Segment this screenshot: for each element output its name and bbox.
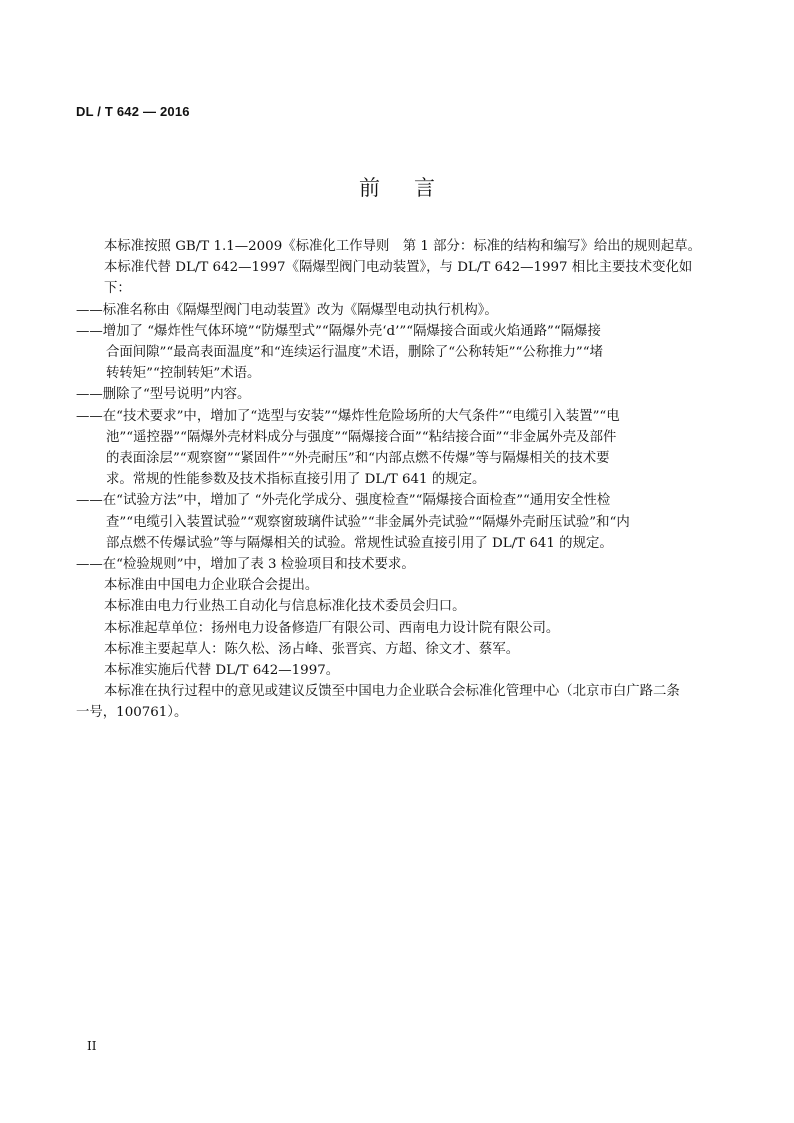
- list-item: [76, 300, 708, 321]
- list-item-text: 池”“遥控器”“隔爆外壳材料成分与强度”“隔爆接合面”“粘结接合面”“非金属外壳及部件: [106, 429, 617, 445]
- list-item: [76, 406, 708, 491]
- paragraph-feedback-line: 一号，100761）。: [76, 705, 188, 721]
- paragraph-drafters: 本标准主要起草人：陈久松、汤占峰、张晋宾、方超、徐文才、蔡军。: [104, 641, 520, 657]
- list-item: [76, 384, 708, 405]
- list-item-text: 部点燃不传爆试验”等与隔爆相关的试验。常规性试验直接引用了 DL/T 641 的规定。: [106, 535, 613, 551]
- list-item-text: 的表面涂层”“观察窗”“紧固件”“外壳耐压”和“内部点燃不传爆”等与隔爆相关的技术要: [106, 451, 610, 467]
- list-item: [76, 554, 708, 575]
- page-title: 前言: [359, 176, 469, 200]
- page-number: II: [87, 1039, 97, 1053]
- list-item-text: ——在“技术要求”中，增加了“选型与安装”“爆炸性危险场所的大气条件”“电缆引入装置”“电: [76, 408, 620, 424]
- foreword-body: [76, 236, 708, 724]
- list-item-text: 查”“电缆引入装置试验”“观察窗玻璃件试验”“非金属外壳试验”“隔爆外壳耐压试验”和“内: [106, 514, 630, 530]
- paragraph-committee: 本标准由电力行业热工自动化与信息标准化技术委员会归口。: [104, 599, 466, 615]
- list-item-text: ——标准名称由《隔爆型阀门电动装置》改为《隔爆型电动执行机构》。: [76, 302, 498, 318]
- list-item-text: 转转矩”“控制转矩”术语。: [106, 366, 261, 382]
- standard-code: DL / T 642 — 2016: [76, 104, 190, 119]
- list-item-text: ——在“试验方法”中，增加了 “外壳化学成分、强度检查”“隔爆接合面检查”“通用安全性检: [76, 493, 611, 509]
- list-item-text: ——增加了 “爆炸性气体环境”“防爆型式”“隔爆外壳‘d’”“隔爆接合面或火焰通路”“隔爆接: [76, 323, 601, 339]
- list-item-text: 合面间隙”“最高表面温度”和“连续运行温度”术语，删除了“公称转矩”“公称推力”“堵: [106, 345, 603, 361]
- paragraph-supersedes: 本标准实施后代替 DL/T 642—1997。: [104, 663, 340, 679]
- paragraph-drafting-rules: 本标准按照 GB/T 1.1—2009《标准化工作导则 第 1 部分：标准的结构和编写》给出的规则起草。: [104, 239, 701, 254]
- list-item: [76, 490, 708, 554]
- list-item-text: ——在“检验规则”中，增加了表 3 检验项目和技术要求。: [76, 557, 415, 573]
- paragraph-proposer: 本标准由中国电力企业联合会提出。: [104, 578, 319, 594]
- paragraph-replacement: 本标准代替 DL/T 642—1997《隔爆型阀门电动装置》，与 DL/T 642—1997 相比主要技术变化如下：: [104, 260, 693, 297]
- list-item-text: ——删除了“型号说明”内容。: [76, 387, 251, 403]
- list-item: [76, 321, 708, 385]
- paragraph-drafting-units: 本标准起草单位：扬州电力设备修造厂有限公司、西南电力设计院有限公司。: [104, 620, 560, 636]
- paragraph-feedback-line: 本标准在执行过程中的意见或建议反馈至中国电力企业联合会标准化管理中心（北京市白广路二条: [104, 684, 680, 700]
- paragraph-feedback: [76, 681, 708, 723]
- list-item-text: 求。常规的性能参数及技术指标直接引用了 DL/T 641 的规定。: [106, 472, 486, 488]
